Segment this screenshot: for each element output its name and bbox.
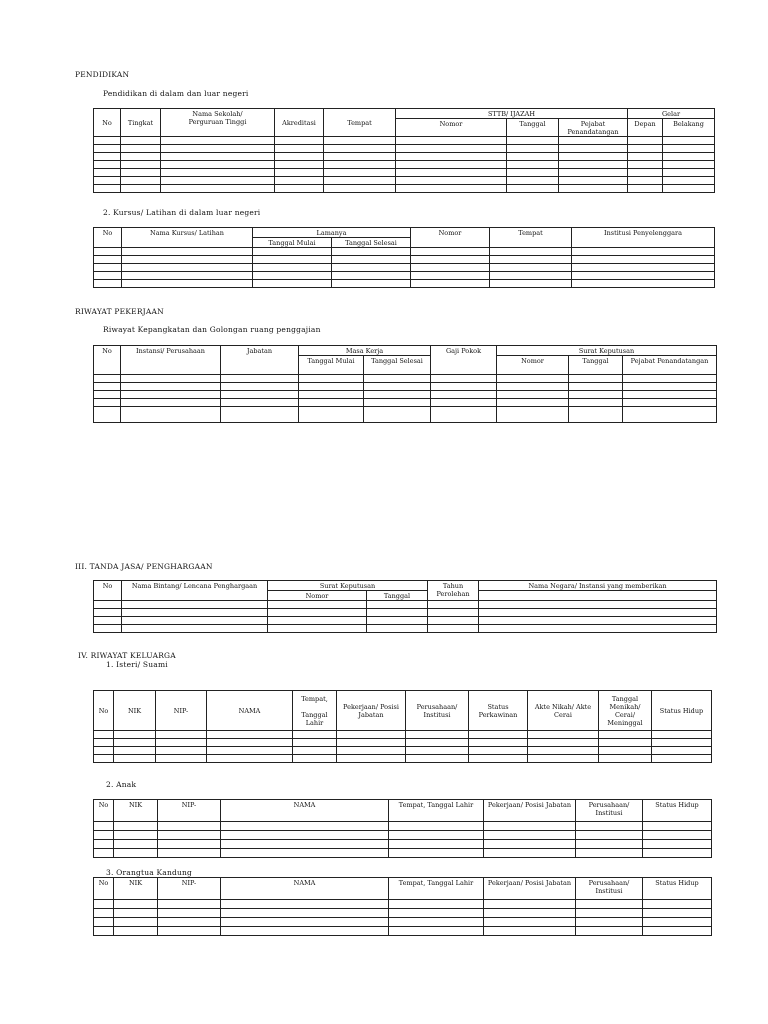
- col-pekerjaan: Pekerjaan/ Posisi Jabatan: [484, 800, 576, 822]
- pendidikan-subheading: Pendidikan di dalam dan luar negeri: [103, 89, 249, 98]
- col-tgl-selesai: Tanggal Selesai: [332, 238, 411, 248]
- col-nip: NIP-: [158, 878, 221, 900]
- col-pekerjaan: Pekerjaan/ Posisi Jabatan: [484, 878, 576, 900]
- col-status-perkawinan: Status Perkawinan: [469, 691, 528, 731]
- col-tanggal: Tanggal: [507, 119, 559, 137]
- col-tempat: Tempat: [490, 228, 572, 248]
- table-row: [94, 840, 712, 849]
- table-row: [94, 153, 715, 161]
- table-row: [94, 161, 715, 169]
- table-row: [94, 900, 712, 909]
- col-perusahaan: Perusahaan/ Institusi: [576, 878, 643, 900]
- keluarga-heading: IV. RIWAYAT KELUARGA: [78, 651, 176, 660]
- col-nik: NIK: [114, 800, 158, 822]
- col-sttb: STTB/ IJAZAH: [396, 109, 628, 119]
- kursus-subheading: 2. Kursus/ Latihan di dalam luar negeri: [103, 208, 261, 217]
- table-row: [94, 747, 712, 755]
- table-row: [94, 617, 717, 625]
- col-ttl: Tempat, Tanggal Lahir: [389, 878, 484, 900]
- istri-subheading: 1. Isteri/ Suami: [106, 660, 168, 669]
- col-pekerjaan: Pekerjaan/ Posisi Jabatan: [337, 691, 406, 731]
- col-nama-sekolah: Nama Sekolah/ Perguruan Tinggi: [161, 109, 275, 137]
- col-no: No: [94, 346, 121, 375]
- col-nip: NIP-: [158, 800, 221, 822]
- col-nik: NIK: [114, 878, 158, 900]
- col-nip: NIP-: [156, 691, 207, 731]
- col-gaji: Gaji Pokok: [431, 346, 497, 375]
- table-row: [94, 383, 717, 391]
- col-nama: NAMA: [207, 691, 293, 731]
- anak-subheading: 2. Anak: [106, 780, 137, 789]
- anak-table: [93, 799, 712, 858]
- table-row: [94, 248, 715, 256]
- col-ttl: Tempat, Tanggal Lahir: [293, 691, 337, 731]
- col-perusahaan: Perusahaan/ Institusi: [576, 800, 643, 822]
- table-row: [94, 739, 712, 747]
- riwayat-pekerjaan-heading: RIWAYAT PEKERJAAN: [75, 307, 164, 316]
- table-row: [94, 375, 717, 383]
- istri-table: [93, 690, 712, 763]
- col-status-hidup: Status Hidup: [652, 691, 712, 731]
- col-pejabat: Pejabat Penandatangan: [623, 356, 717, 375]
- table-row: [94, 264, 715, 272]
- table-row: [94, 185, 715, 193]
- col-tahun: Tahun Perolehan: [428, 581, 479, 601]
- table-row: [94, 145, 715, 153]
- col-nama-kursus: Nama Kursus/ Latihan: [122, 228, 253, 248]
- table-row: [94, 609, 717, 617]
- col-nomor: Nomor: [497, 356, 569, 375]
- col-nomor: Nomor: [396, 119, 507, 137]
- col-nama-bintang: Nama Bintang/ Lencana Penghargaan: [122, 581, 268, 601]
- kursus-table: [93, 227, 715, 288]
- col-nama: NAMA: [221, 800, 389, 822]
- col-belakang: Belakang: [663, 119, 715, 137]
- col-no: No: [94, 691, 114, 731]
- table-row: [94, 927, 712, 936]
- col-perusahaan: Perusahaan/ Institusi: [406, 691, 469, 731]
- col-pejabat: Pejabat Penandatangan: [559, 119, 628, 137]
- col-no: No: [94, 581, 122, 601]
- col-depan: Depan: [628, 119, 663, 137]
- table-row: [94, 272, 715, 280]
- table-row: [94, 256, 715, 264]
- col-masa-kerja: Masa Kerja: [299, 346, 431, 356]
- table-row: [94, 918, 712, 927]
- col-instansi: Instansi/ Perusahaan: [121, 346, 221, 375]
- kepangkatan-table: [93, 345, 717, 423]
- col-lamanya: Lamanya: [253, 228, 411, 238]
- col-tanggal-menikah: Tanggal Menikah/ Cerai/ Meninggal: [599, 691, 652, 731]
- table-row: [94, 822, 712, 831]
- col-gelar: Gelar: [628, 109, 715, 119]
- table-row: [94, 391, 717, 399]
- col-akreditasi: Akreditasi: [275, 109, 324, 137]
- table-row: [94, 169, 715, 177]
- col-tanggal: Tanggal: [569, 356, 623, 375]
- orangtua-table: [93, 877, 712, 936]
- col-tempat: Tempat: [324, 109, 396, 137]
- table-row: [94, 755, 712, 763]
- col-status-hidup: Status Hidup: [643, 878, 712, 900]
- col-surat: Surat Keputusan: [497, 346, 717, 356]
- col-institusi: Institusi Penyelenggara: [572, 228, 715, 248]
- pendidikan-heading: PENDIDIKAN: [75, 70, 130, 79]
- col-jabatan: Jabatan: [221, 346, 299, 375]
- col-ttl: Tempat, Tanggal Lahir: [389, 800, 484, 822]
- col-negara: Nama Negara/ Instansi yang memberikan: [479, 581, 717, 591]
- col-nama: NAMA: [221, 878, 389, 900]
- table-row: [94, 137, 715, 145]
- table-row: [94, 731, 712, 739]
- col-nomor: Nomor: [411, 228, 490, 248]
- table-row: [94, 601, 717, 609]
- col-akte: Akte Nikah/ Akte Cerai: [528, 691, 599, 731]
- table-row: [94, 177, 715, 185]
- col-tingkat: Tingkat: [121, 109, 161, 137]
- orangtua-subheading: 3. Orangtua Kandung: [106, 868, 193, 877]
- table-row: [94, 831, 712, 840]
- col-no: No: [94, 109, 121, 137]
- col-status-hidup: Status Hidup: [643, 800, 712, 822]
- col-tgl-mulai: Tanggal Mulai: [253, 238, 332, 248]
- col-tanggal: Tanggal: [367, 591, 428, 601]
- table-row: [94, 909, 712, 918]
- table-row: [94, 399, 717, 407]
- pendidikan-table: [93, 108, 715, 193]
- col-no: No: [94, 878, 114, 900]
- col-no: No: [94, 228, 122, 248]
- tanda-jasa-heading: III. TANDA JASA/ PENGHARGAAN: [75, 562, 213, 571]
- col-surat: Surat Keputusan: [268, 581, 428, 591]
- table-row: [94, 625, 717, 633]
- tanda-jasa-table: [93, 580, 717, 633]
- col-nik: NIK: [114, 691, 156, 731]
- table-row: [94, 849, 712, 858]
- table-row: [94, 280, 715, 288]
- col-no: No: [94, 800, 114, 822]
- col-tgl-mulai: Tanggal Mulai: [299, 356, 364, 375]
- table-row: [94, 407, 717, 423]
- col-tgl-selesai: Tanggal Selesai: [364, 356, 431, 375]
- riwayat-subheading: Riwayat Kepangkatan dan Golongan ruang penggajian: [103, 325, 321, 334]
- col-nomor: Nomor: [268, 591, 367, 601]
